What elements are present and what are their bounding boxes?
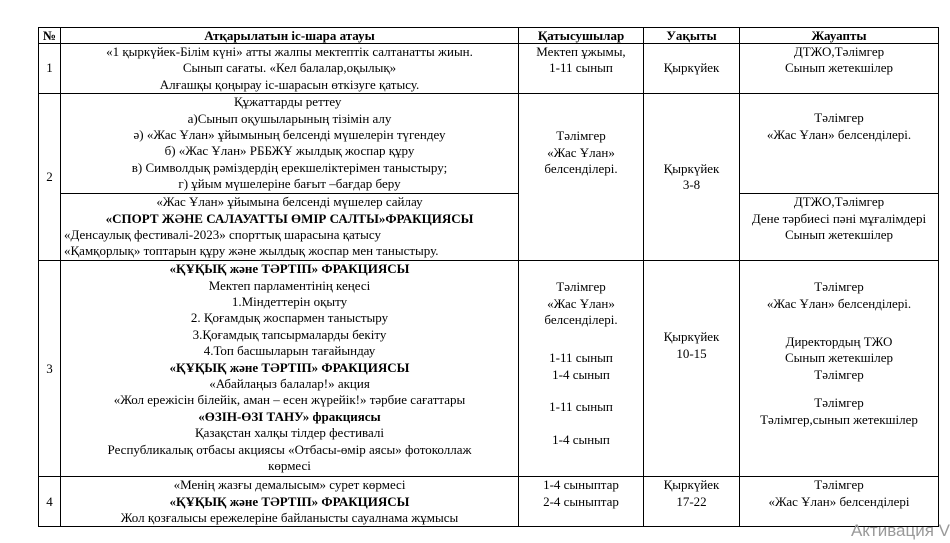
event-cell: «Менің жазғы демалысым» сурет көрмесі «ҚҰҚЫҚ және ТӘРТІП» ФРАКЦИЯСЫ Жол қозғалысы ережелеріне байланысты сауалнама жұмысы [61, 477, 519, 527]
table-row [39, 194, 939, 261]
row-number: 1 [39, 44, 61, 94]
table-row [39, 44, 939, 94]
row-number: 4 [39, 477, 61, 527]
time-cell: Қыркүйек 10-15 [644, 261, 740, 477]
responsible-cell: Тәлімгер «Жас Ұлан» белсенділері. [740, 94, 939, 194]
plan-table [38, 27, 939, 527]
time-cell: Қыркүйек 17-22 [644, 477, 740, 527]
participants-cell: 1-4 сыныптар 2-4 сыныптар [519, 477, 644, 527]
responsible-cell: ДТЖО,Тәлімгер Сынып жетекшілер [740, 44, 939, 94]
header-row [39, 28, 939, 44]
faction-title: «ҚҰҚЫҚ және ТӘРТІП» ФРАКЦИЯСЫ [169, 359, 410, 375]
col-header-event: Атқарылатын іс-шара атауы [61, 28, 519, 44]
col-header-no: № [39, 28, 61, 44]
responsible-cell: Тәлімгер «Жас Ұлан» белсенділері. Директордың ТЖО Сынып жетекшілер Тәлімгер Тәлімгер Тәлімгер,сынып жетекшілер [740, 261, 939, 477]
table-row [39, 261, 939, 477]
row-number: 2 [39, 94, 61, 261]
responsible-cell: ДТЖО,Тәлімгер Дене тәрбиесі пәні мұғалімдері Сынып жетекшілер [740, 194, 939, 261]
activation-watermark: Активация V [850, 521, 950, 540]
table-row [39, 94, 939, 194]
event-cell: «ҚҰҚЫҚ және ТӘРТІП» ФРАКЦИЯСЫ Мектеп парламентінің кеңесі 1.Міндеттерін оқыту 2. Қоғамдық жоспармен таныстыру 3.Қоғамдық тапсырмаларды бекіту 4.Топ басшыларын тағайындау «ҚҰҚЫҚ және ТӘРТІП» ФРАКЦИЯСЫ «Абайлаңыз балалар!» акция «Жол ережісін білейік, аман – есен жүрейік!» тәрбие сағаттары «ӨЗІН-ӨЗІ ТАНУ» фракциясы Қазақстан халқы тілдер фестивалі Республикалық отбасы акциясы «Отбасы-өмір аясы» фотоколлаж көрмесі [61, 261, 519, 477]
event-cell: «1 қыркүйек-Білім күні» атты жалпы мектептік салтанатты жиын. Сынып сағаты. «Кел балалар,оқылық» Алғашқы қоңырау іс-шарасын өткізуге қатысу. [61, 44, 519, 94]
participants-cell: Мектеп ұжымы, 1-11 сынып [519, 44, 644, 94]
faction-title: «ӨЗІН-ӨЗІ ТАНУ» фракциясы [198, 408, 381, 424]
event-cell: Құжаттарды реттеу а)Сынып оқушыларының тізімін алу ә) «Жас Ұлан» ұйымының белсенді мүшелерін түгендеу б) «Жас Ұлан» РББЖҰ жылдық жоспар құру в) Символдық рәміздердің ерекшеліктерімен таныстыру; г) ұйым мүшелеріне бағыт –бағдар беру [61, 94, 519, 194]
responsible-cell: Тәлімгер «Жас Ұлан» белсенділері [740, 477, 939, 527]
col-header-responsible: Жауапты [740, 28, 939, 44]
participants-cell: Тәлімгер «Жас Ұлан» белсенділері. [519, 94, 644, 261]
event-cell: «Жас Ұлан» ұйымына белсенді мүшелер сайлау «СПОРТ ЖӘНЕ САЛАУАТТЫ ӨМІР САЛТЫ»ФРАКЦИЯСЫ «Денсаулық фестивалі-2023» спорттық шарасына қатысу «Қамқорлық» топтарын құру және жылдық жоспар мен таныстыру. [61, 194, 519, 261]
row-number: 3 [39, 261, 61, 477]
faction-title: «ҚҰҚЫҚ және ТӘРТІП» ФРАКЦИЯСЫ [169, 493, 410, 509]
table-row [39, 477, 939, 527]
time-cell: Қыркүйек 3-8 [644, 94, 740, 261]
faction-title: «ҚҰҚЫҚ және ТӘРТІП» ФРАКЦИЯСЫ [169, 261, 410, 277]
participants-cell: Тәлімгер «Жас Ұлан» белсенділері. 1-11 сынып 1-4 сынып 1-11 сынып 1-4 сынып [519, 261, 644, 477]
time-cell: Қыркүйек [644, 44, 740, 94]
faction-title: «СПОРТ ЖӘНЕ САЛАУАТТЫ ӨМІР САЛТЫ»ФРАКЦИЯСЫ [105, 210, 474, 226]
col-header-participants: Қатысушылар [519, 28, 644, 44]
col-header-time: Уақыты [644, 28, 740, 44]
